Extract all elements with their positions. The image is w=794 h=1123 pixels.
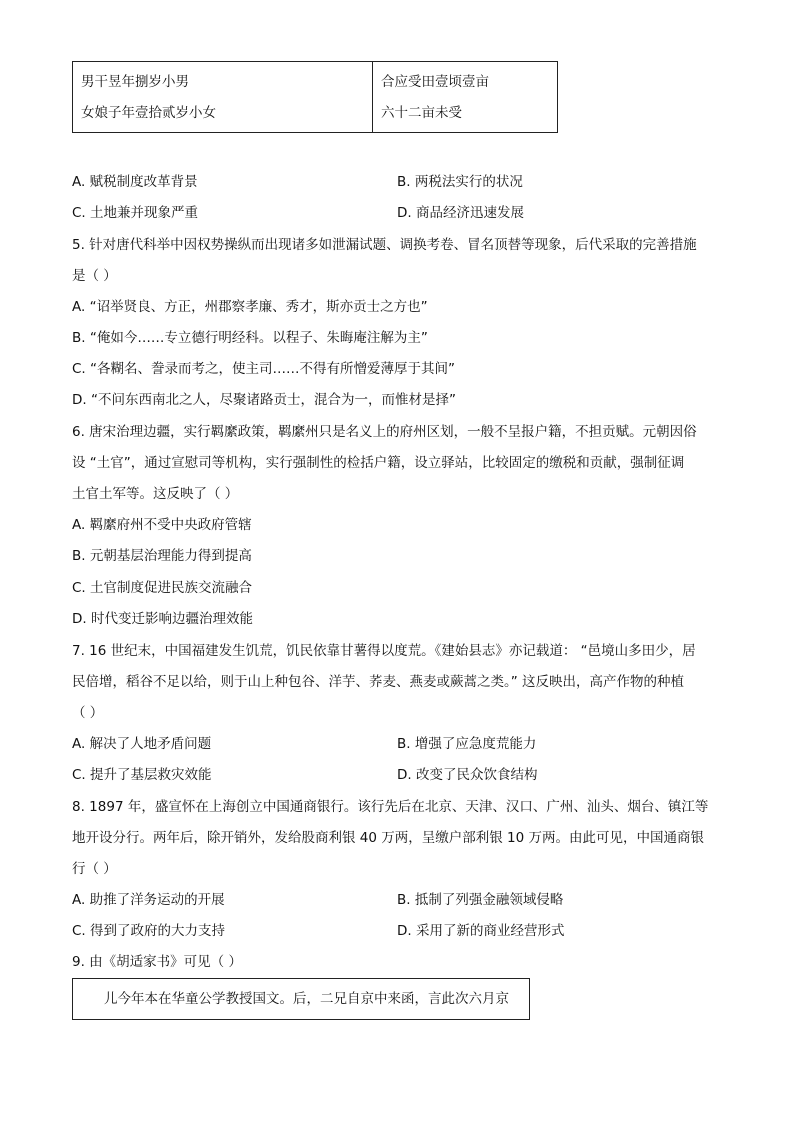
q5-option-c: C. “各糊名、誊录而考之，使主司……不得有所憎爱薄厚于其间” — [72, 361, 455, 377]
table-row — [73, 62, 558, 133]
q7-stem-line2: 民倍增，稻谷不足以给，则于山上种包谷、洋芋、荞麦、燕麦或蕨蒿之类。” 这反映出，高产作物的种植 — [72, 674, 685, 690]
q4-option-d: D. 商品经济迅速发展 — [397, 205, 524, 221]
q9-stem-line1: 9. 由《胡适家书》可见（ ） — [72, 954, 242, 970]
q5-stem-line1: 5. 针对唐代科举中因权势操纵而出现诸多如泄漏试题、调换考卷、冒名顶替等现象，后代采取的完善措施 — [72, 237, 697, 253]
q8-option-c: C. 得到了政府的大力支持 — [72, 923, 226, 939]
q8-option-d: D. 采用了新的商业经营形式 — [397, 923, 565, 939]
q7-option-c: C. 提升了基层救灾效能 — [72, 767, 212, 783]
q5-stem-line2: 是（ ） — [72, 268, 117, 284]
q4-option-c: C. 土地兼并现象严重 — [72, 205, 199, 221]
q8-stem-line2: 地开设分行。两年后，除开销外，发给股商利银 40 万两，呈缴户部利银 10 万两。由此可见，中国通商银 — [72, 830, 705, 846]
q4-option-a: A. 赋税制度改革背景 — [72, 174, 198, 190]
q9-quote-text: 儿今年本在华童公学教授国文。后，二兄自京中来函，言此次六月京 — [104, 991, 509, 1007]
q7-option-d: D. 改变了民众饮食结构 — [397, 767, 538, 783]
q6-option-d: D. 时代变迁影响边疆治理效能 — [72, 611, 253, 627]
q6-stem-line2: 设 “土官”，通过宣慰司等机构，实行强制性的检括户籍，设立驿站，比较固定的缴税和贡献，强制征调 — [72, 455, 685, 471]
q8-stem-line1: 8. 1897 年，盛宣怀在上海创立中国通商银行。该行先后在北京、天津、汉口、广州、汕头、烟台、镇江等 — [72, 799, 709, 815]
q6-option-a: A. 羁縻府州不受中央政府管辖 — [72, 517, 252, 533]
q6-stem-line1: 6. 唐宋治理边疆，实行羁縻政策，羁縻州只是名义上的府州区划，一般不呈报户籍，不担贡赋。元朝因俗 — [72, 424, 697, 440]
table-cell-land — [373, 62, 558, 133]
q8-option-a: A. 助推了洋务运动的开展 — [72, 892, 225, 908]
q7-stem-line1: 7. 16 世纪末，中国福建发生饥荒，饥民依靠甘薯得以度荒。《建始县志》亦记载道： “邑境山多田少，居 — [72, 643, 696, 659]
q8-stem-line3: 行（ ） — [72, 861, 117, 877]
table-cell-persons — [73, 62, 373, 133]
table-cell-text: 合应受田壹顷壹亩 — [381, 74, 489, 90]
q7-option-b: B. 增强了应急度荒能力 — [397, 736, 537, 752]
table-cell-text: 男干昱年捌岁小男 — [81, 74, 189, 90]
q6-option-b: B. 元朝基层治理能力得到提高 — [72, 548, 252, 564]
q4-option-b: B. 两税法实行的状况 — [397, 174, 523, 190]
q7-option-a: A. 解决了人地矛盾问题 — [72, 736, 212, 752]
q7-stem-line3: （ ） — [72, 705, 104, 721]
table-cell-text: 女娘子年壹拾贰岁小女 — [81, 105, 216, 121]
q5-option-d: D. “不问东西南北之人，尽聚诸路贡士，混合为一，而惟材是择” — [72, 392, 456, 408]
q6-option-c: C. 土官制度促进民族交流融合 — [72, 580, 253, 596]
q5-option-b: B. “俺如今……专立德行明经科。以程子、朱晦庵注解为主” — [72, 330, 428, 346]
household-register-table — [72, 61, 558, 133]
q8-option-b: B. 抵制了列强金融领域侵略 — [397, 892, 564, 908]
table-cell-text: 六十二亩未受 — [381, 105, 462, 121]
q6-stem-line3: 土官土军等。这反映了（ ） — [72, 486, 239, 502]
q9-quote-box — [72, 978, 530, 1020]
q5-option-a: A. “诏举贤良、方正，州郡察孝廉、秀才，斯亦贡士之方也” — [72, 299, 428, 315]
